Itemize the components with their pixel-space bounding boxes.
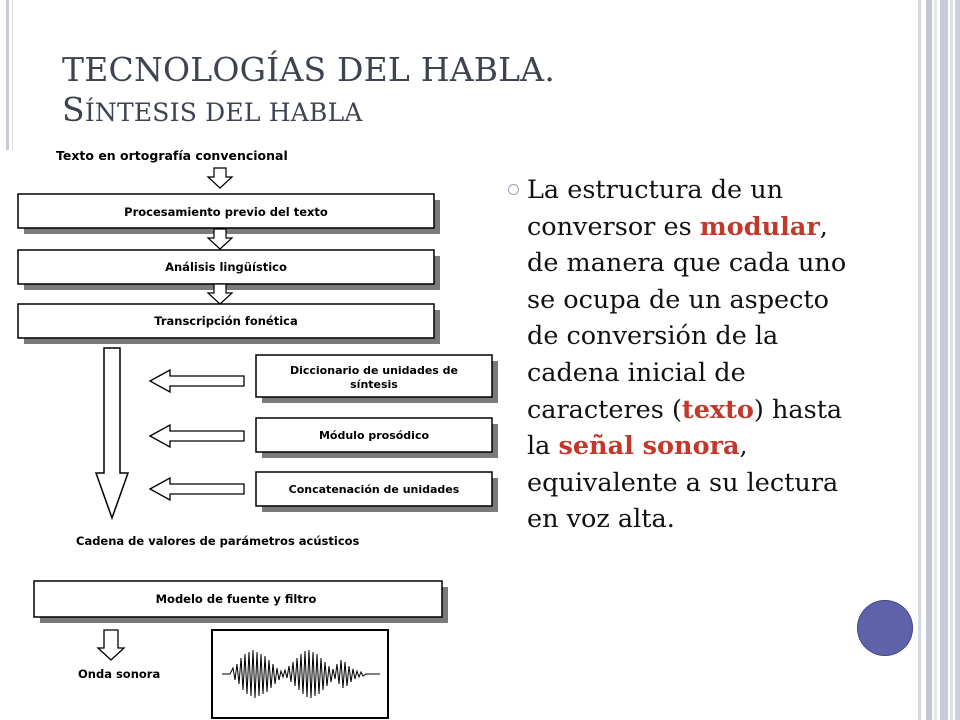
highlight-modular: modular bbox=[699, 211, 820, 242]
box-linguistic-label: Análisis lingüístico bbox=[165, 260, 287, 274]
left-frame-bar bbox=[6, 0, 9, 150]
decor-circle bbox=[857, 600, 913, 656]
title-line-2 bbox=[62, 90, 555, 133]
title-initial: S bbox=[62, 90, 85, 129]
box-phonetic-label: Transcripción fonética bbox=[154, 314, 298, 328]
title-line-1: TECNOLOGÍAS DEL HABLA. bbox=[62, 50, 556, 89]
waveform-panel bbox=[212, 630, 388, 718]
bullet-icon bbox=[508, 184, 519, 195]
highlight-senal-sonora: señal sonora bbox=[558, 431, 740, 462]
box-dictionary-label-1: Diccionario de unidades de bbox=[289, 364, 459, 377]
right-decor-bar bbox=[934, 0, 937, 720]
big-down-arrow-icon bbox=[96, 348, 128, 518]
body-text-1: La estructura de un conversor es bbox=[527, 175, 784, 242]
right-decor-bar bbox=[918, 0, 921, 720]
tts-diagram bbox=[0, 148, 500, 720]
box-dictionary-label-2: síntesis bbox=[350, 378, 398, 391]
box-linguistic bbox=[18, 250, 440, 290]
box-concatenation bbox=[256, 472, 498, 512]
box-preprocess-label: Procesamiento previo del texto bbox=[124, 205, 328, 219]
box-phonetic bbox=[18, 304, 440, 344]
box-dictionary bbox=[256, 355, 498, 403]
right-decor-bar bbox=[926, 0, 932, 720]
right-decor-bar bbox=[950, 0, 953, 720]
right-decor-bar bbox=[955, 0, 960, 720]
label-acoustic-chain: Cadena de valores de parámetros acústicos bbox=[76, 534, 360, 548]
arrow-down-icon bbox=[208, 168, 232, 188]
highlight-texto: texto bbox=[681, 394, 754, 425]
body-text-4: , equivalente a su lectura en voz alta. bbox=[527, 431, 839, 535]
box-model-label: Modelo de fuente y filtro bbox=[155, 592, 317, 606]
body-paragraph bbox=[527, 172, 857, 538]
left-frame-bar-thin bbox=[12, 0, 13, 150]
arrow-down-small-icon bbox=[98, 630, 124, 660]
left-arrow-icon bbox=[150, 478, 244, 500]
body-text-3: ) hasta la bbox=[527, 394, 843, 462]
left-arrow-icon bbox=[150, 425, 244, 447]
slide-title bbox=[62, 50, 555, 133]
box-concatenation-label: Concatenación de unidades bbox=[288, 483, 460, 496]
right-decor-bar bbox=[940, 0, 948, 720]
box-preprocess bbox=[18, 194, 440, 234]
box-prosodic-label: Módulo prosódico bbox=[318, 429, 430, 442]
title-rest: ÍNTESIS DEL HABLA bbox=[84, 98, 363, 127]
body-text-2: , de manera que cada uno se ocupa de un aspecto de conversión de la cadena inicial de caracteres ( bbox=[527, 211, 847, 425]
box-prosodic bbox=[256, 418, 498, 458]
left-arrow-icon bbox=[150, 370, 244, 392]
label-sound-wave: Onda sonora bbox=[78, 667, 161, 681]
box-model bbox=[34, 581, 448, 623]
label-input-text: Texto en ortografía convencional bbox=[56, 148, 288, 163]
